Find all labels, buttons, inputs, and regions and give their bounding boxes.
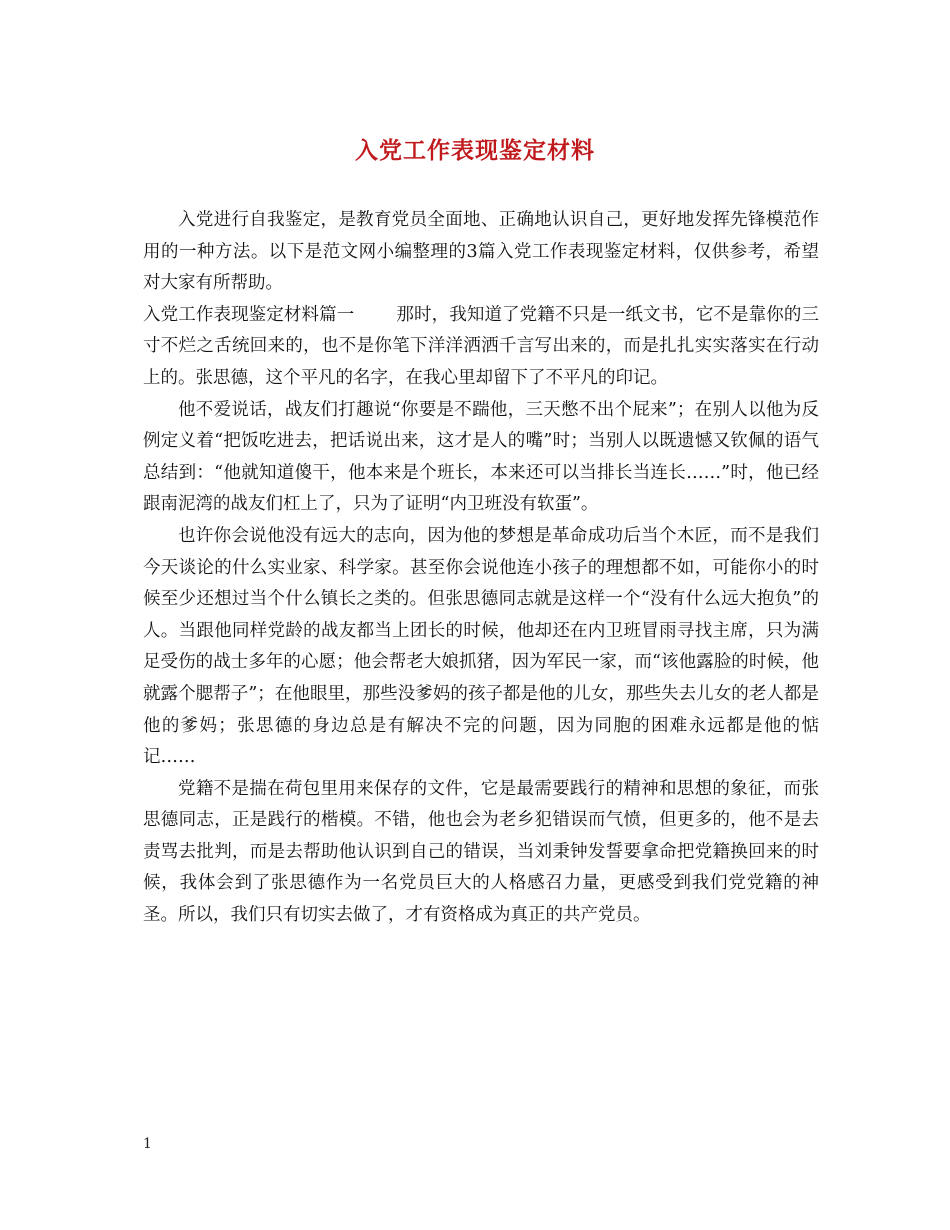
document-body: [143, 205, 819, 932]
section-1-label: 入党工作表现鉴定材料篇一: [143, 304, 355, 325]
body-paragraph: 党籍不是揣在荷包里用来保存的文件，它是最需要践行的精神和思想的象征，而张思德同志，正是践行的楷模。不错，他也会为老乡犯错误而气愤，但更多的，他不是去责骂去批判，而是去帮助他认识到自己的错误，当刘秉钟发誓要拿命把党籍换回来的时候，我体会到了张思德作为一名党员巨大的人格感召力量，更感受到我们党党籍的神圣。所以，我们只有切实去做了，才有资格成为真正的共产党员。: [143, 778, 819, 926]
section-1-paragraph: [143, 300, 819, 395]
section-1-text: 那时，我知道了党籍不只是一纸文书，它不是靠你的三寸不烂之舌统回来的，也不是你笔下洋洋洒洒千言写出来的，而是扎扎实实落实在行动上的。张思德，这个平凡的名字，在我心里却留下了不平凡的印记。: [143, 304, 820, 388]
intro-paragraph: 入党进行自我鉴定，是教育党员全面地、正确地认识自己，更好地发挥先锋模范作用的一种方法。以下是范文网小编整理的3篇入党工作表现鉴定材料，仅供参考，希望对大家有所帮助。: [143, 210, 819, 294]
page-number: 1: [143, 1136, 152, 1152]
body-paragraph: 也许你会说他没有远大的志向，因为他的梦想是革命成功后当个木匠，而不是我们今天谈论的什么实业家、科学家。甚至你会说他连小孩子的理想都不如，可能你小的时候至少还想过当个什么镇长之类的。但张思德同志就是这样一个“没有什么远大抱负”的人。当跟他同样党龄的战友都当上团长的时候，他却还在内卫班冒雨寻找主席，只为满足受伤的战士多年的心愿；他会帮老大娘抓猪，因为军民一家，而“该他露脸的时候，他就露个腮帮子”；在他眼里，那些没爹妈的孩子都是他的儿女，那些失去儿女的老人都是他的爹妈；张思德的身边总是有解决不完的问题，因为同胞的困难永远都是他的惦记……: [143, 525, 819, 768]
body-paragraph: 他不爱说话，战友们打趣说“你要是不踹他，三天憋不出个屁来”；在别人以他为反例定义着“把饭吃进去，把话说出来，这才是人的嘴”时；当别人以既遗憾又钦佩的语气总结到：“他就知道傻干，他本来是个班长，本来还可以当排长当连长……”时，他已经跟南泥湾的战友们杠上了，只为了证明“内卫班没有软蛋”。: [143, 399, 819, 515]
document-title: 入党工作表现鉴定材料: [355, 137, 595, 164]
